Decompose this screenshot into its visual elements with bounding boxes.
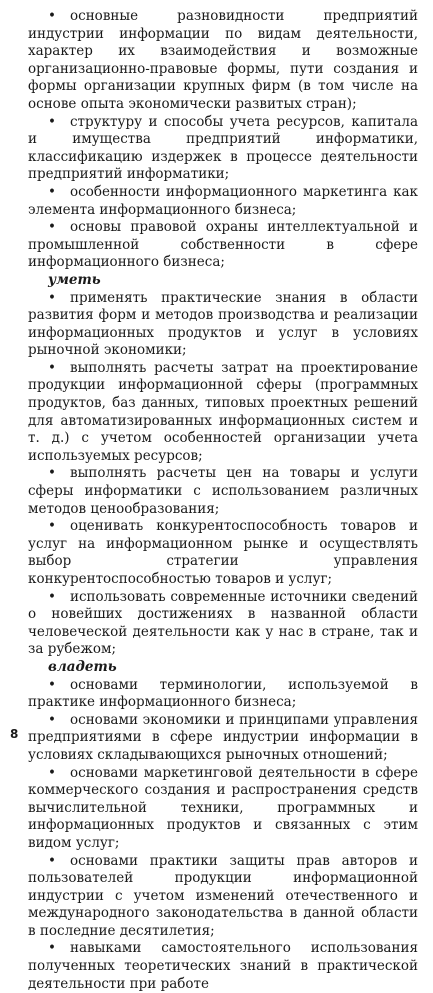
list-item-text: применять практические знания в области развития форм и методов производства и реализации информационных продуктов и услуг в условиях рыночной экономики;: [28, 289, 418, 359]
bullet-icon: •: [48, 289, 56, 306]
bullet-icon: •: [48, 764, 56, 781]
list-item: [28, 465, 418, 518]
list-item: [28, 853, 418, 941]
list-item: [28, 712, 418, 765]
list-item: [28, 184, 418, 219]
bullet-icon: •: [48, 8, 56, 24]
list-item: [28, 114, 418, 184]
list-item-text: структуру и способы учета ресурсов, капитала и имущества предприятий информатики, классификацию издержек в процессе деятельности предприятий информатики;: [28, 113, 418, 183]
list-item: [28, 290, 418, 360]
list-item-text: основы правовой охраны интеллектуальной и промышленной собственности в сфере информационного бизнеса;: [28, 219, 418, 271]
list-item: [28, 518, 418, 588]
page-number: 8: [10, 727, 19, 741]
page-body: [28, 8, 418, 993]
bullet-icon: •: [48, 518, 56, 535]
bullet-icon: •: [48, 219, 56, 236]
bullet-icon: •: [48, 588, 56, 605]
bullet-icon: •: [48, 940, 56, 957]
bullet-icon: •: [48, 359, 56, 376]
section-heading-be-able: уметь: [48, 271, 101, 288]
bullet-icon: •: [48, 676, 56, 693]
list-item-text: основами маркетинговой деятельности в сфере коммерческого создания и распространения средств вычислительной техники, программных и информационных продуктов и связанных с этим видом услуг;: [28, 764, 418, 851]
bullet-icon: •: [48, 183, 56, 200]
bullet-icon: •: [48, 465, 56, 482]
list-item: [28, 589, 418, 659]
list-item-text: основные разновидности предприятий индустрии информации по видам деятельности, характер их взаимодействия и возможные организационно-правовые формы, пути создания и формы организации крупных фирм (в том числе на основе опыта экономически развитых стран);: [28, 8, 418, 112]
bullet-icon: •: [48, 852, 56, 869]
list-item-text: выполнять расчеты затрат на проектирование продукции информационной сферы (программных продуктов, баз данных, типовых проектных решений для автоматизированных информационных систем и т. д.) с учетом особенностей организации учета используемых ресурсов;: [28, 359, 418, 464]
list-item: [28, 940, 418, 993]
section-heading-master: владеть: [48, 658, 117, 675]
list-item: [28, 765, 418, 853]
list-item-text: выполнять расчеты цен на товары и услуги сферы информатики с использованием различных методов ценообразования;: [28, 465, 418, 517]
list-item-text: основами практики защиты прав авторов и пользователей продукции информационной индустрии с учетом изменений отечественного и международного законодательства в данной области в последние десятилетия;: [28, 852, 418, 939]
list-item: [28, 677, 418, 712]
bullet-icon: •: [48, 711, 56, 728]
list-item-text: основами экономики и принципами управления предприятиями в сфере индустрии информации в условиях складывающихся рыночных отношений;: [28, 711, 418, 763]
bullet-icon: •: [48, 113, 56, 130]
list-item-text: навыками самостоятельного использования полученных теоретических знаний в практической деятельности при работе: [28, 940, 418, 992]
list-item-text: особенности информационного маркетинга как элемента информационного бизнеса;: [28, 183, 418, 218]
list-item-text: оценивать конкурентоспособность товаров и услуг на информационном рынке и осуществлять выбор стратегии управления конкурентоспособностью товаров и услуг;: [28, 518, 418, 587]
list-item: [28, 219, 418, 272]
list-item-text: основами терминологии, используемой в практике информационного бизнеса;: [28, 676, 418, 711]
list-item: [28, 360, 418, 466]
list-item: [28, 8, 418, 114]
list-item-text: использовать современные источники сведений о новейших достижениях в названной области человеческой деятельности как у нас в стране, так и за рубежом;: [28, 588, 418, 658]
